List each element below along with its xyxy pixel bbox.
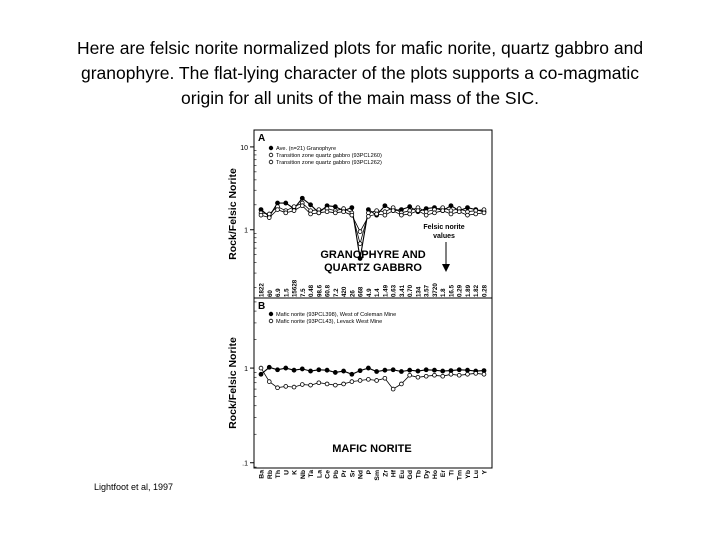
data-point (333, 370, 337, 374)
data-point (350, 380, 354, 384)
data-point (465, 206, 469, 210)
data-point (383, 376, 387, 380)
data-point (416, 375, 420, 379)
data-point (259, 213, 263, 217)
x-tick-label: Hf (390, 470, 398, 478)
data-point (276, 386, 280, 390)
data-point (325, 368, 329, 372)
data-point (424, 368, 428, 372)
panel-annotation-title: QUARTZ GABBRO (324, 262, 422, 274)
felsic-norite-value: 3.41 (398, 284, 406, 297)
data-point (342, 382, 346, 386)
data-point (474, 371, 478, 375)
felsic-norite-value: 98.6 (316, 284, 324, 297)
felsic-norite-value: 0.29 (456, 284, 464, 297)
data-point (416, 369, 420, 373)
arrow-head (442, 264, 450, 272)
felsic-norite-value: 6.9 (275, 288, 283, 297)
data-point (400, 213, 404, 217)
data-point (441, 374, 445, 378)
x-tick-label: Th (275, 470, 283, 479)
x-tick-label: Pb (332, 470, 340, 479)
legend-marker (269, 319, 273, 323)
x-tick-label: Sm (374, 470, 382, 481)
felsic-norite-value: 1.4 (374, 288, 382, 297)
data-point (350, 372, 354, 376)
felsic-norite-value: 1.89 (464, 284, 472, 297)
data-point (317, 381, 321, 385)
data-point (350, 206, 354, 210)
data-point (441, 369, 445, 373)
data-point (325, 210, 329, 214)
legend-entry: Mafic norite (93PCL398), West of Coleman Mine (276, 312, 397, 318)
data-point (433, 211, 437, 215)
data-point (292, 368, 296, 372)
x-tick-label: Y (481, 470, 489, 475)
x-tick-label: Tm (456, 470, 464, 481)
data-point (457, 210, 461, 214)
data-point (309, 203, 313, 207)
data-point (457, 368, 461, 372)
x-tick-label: Ba (258, 470, 266, 479)
felsic-norite-value: 26 (349, 290, 357, 297)
felsic-norite-value: 7.5 (299, 288, 307, 297)
felsic-norite-value: 15628 (291, 279, 299, 297)
data-point (300, 383, 304, 387)
panel-label: B (258, 301, 266, 312)
data-point (333, 211, 337, 215)
x-tick-label: La (316, 470, 324, 478)
data-point (433, 373, 437, 377)
panel-a (227, 130, 492, 298)
x-tick-label: Yb (464, 470, 472, 479)
data-point (259, 372, 263, 376)
data-point (317, 211, 321, 215)
caption-line-2: granophyre. The flat-lying character of the plots supports a co-magmatic (80, 63, 639, 83)
felsic-norite-value: 134 (415, 286, 423, 297)
felsic-norite-value: 7.2 (332, 288, 340, 297)
panel-annotation-title: MAFIC NORITE (332, 443, 412, 455)
felsic-norite-value: 0.63 (390, 284, 398, 297)
data-point (333, 205, 337, 209)
data-point (375, 379, 379, 383)
x-tick-label: Pr (341, 470, 349, 478)
data-point (284, 201, 288, 205)
data-point (300, 196, 304, 200)
felsic-norite-value: 4.9 (365, 288, 373, 297)
data-point (432, 368, 436, 372)
data-point (424, 374, 428, 378)
data-point (366, 366, 370, 370)
data-point (408, 373, 412, 377)
data-point (474, 212, 478, 216)
data-point (391, 387, 395, 391)
x-tick-label: Ho (431, 470, 439, 480)
data-point (399, 370, 403, 374)
data-point (267, 212, 271, 216)
panel-label: A (258, 133, 266, 144)
data-point (309, 383, 313, 387)
figure-credit: Lightfoot et al, 1997 (94, 482, 174, 492)
x-tick-label: Sr (349, 470, 357, 478)
data-point (482, 372, 486, 376)
data-point (366, 377, 370, 381)
data-point (358, 369, 362, 373)
legend-entry: Ave. (n=21) Granophyre (276, 146, 337, 152)
y-tick-label: 1 (244, 227, 248, 235)
data-point (300, 367, 304, 371)
data-point (358, 230, 362, 234)
y-tick-label: .1 (242, 460, 248, 468)
data-point (449, 204, 453, 208)
data-point (267, 380, 271, 384)
panel-b (227, 298, 492, 481)
x-tick-label: Rb (266, 470, 274, 480)
x-tick-label: Lu (473, 470, 481, 479)
data-point (284, 366, 288, 370)
felsic-norite-value: 420 (341, 286, 349, 297)
data-point (383, 204, 387, 208)
x-tick-label: Eu (398, 470, 406, 479)
felsic-norite-value: 60 (266, 290, 274, 297)
data-point (276, 208, 280, 212)
felsic-norite-note: values (433, 233, 455, 240)
data-point (482, 211, 486, 215)
data-point (416, 209, 420, 213)
felsic-norite-value: 1.49 (382, 284, 390, 297)
y-tick-label: 10 (240, 144, 248, 152)
felsic-norite-note: Felsic norite (423, 224, 465, 231)
x-tick-label: Zr (382, 470, 390, 477)
felsic-norite-value: 3.57 (423, 284, 431, 297)
felsic-norite-value: 0.48 (308, 284, 316, 297)
felsic-norite-value: 1822 (258, 283, 266, 297)
data-point (408, 205, 412, 209)
felsic-norite-value: 1.8 (440, 288, 448, 297)
caption-line-3: origin for all units of the main mass of the SIC. (181, 88, 539, 108)
data-point (300, 204, 304, 208)
data-point (358, 242, 362, 246)
data-point (342, 369, 346, 373)
data-point (259, 366, 263, 370)
data-point (333, 383, 337, 387)
data-point (375, 212, 379, 216)
x-tick-label: K (291, 470, 299, 475)
data-point (375, 370, 379, 374)
data-point (276, 368, 280, 372)
data-point (350, 213, 354, 217)
felsic-norite-value: 16.5 (448, 284, 456, 297)
x-tick-label: Nd (357, 470, 365, 480)
x-tick-label: P (365, 470, 373, 475)
data-point (391, 209, 395, 213)
data-point (391, 368, 395, 372)
y-axis-label: Rock/Felsic Norite (227, 168, 239, 260)
caption-line-1: Here are felsic norite normalized plots for mafic norite, quartz gabbro and (76, 38, 644, 58)
felsic-norite-value: 3720 (431, 283, 439, 297)
data-point (292, 205, 296, 209)
legend-entry: Mafic norite (93PCL43), Levack West Mine (276, 319, 383, 325)
data-point (383, 368, 387, 372)
data-point (466, 372, 470, 376)
data-point (465, 368, 469, 372)
legend-marker (269, 160, 273, 164)
data-point (292, 385, 296, 389)
x-tick-label: Ta (308, 470, 316, 478)
data-point (284, 211, 288, 215)
x-tick-label: Ce (324, 470, 332, 479)
data-point (449, 212, 453, 216)
felsic-norite-value: 0.28 (481, 284, 489, 297)
data-point (317, 368, 321, 372)
data-point (325, 382, 329, 386)
felsic-norite-value: 1.82 (473, 284, 481, 297)
data-point (408, 368, 412, 372)
legend-marker (269, 153, 273, 157)
data-point (342, 210, 346, 214)
legend-marker (269, 146, 273, 150)
x-tick-label: U (283, 470, 291, 475)
x-tick-label: Dy (423, 470, 431, 479)
data-point (441, 209, 445, 213)
data-point (449, 372, 453, 376)
x-tick-label: Er (440, 470, 448, 478)
data-point (267, 216, 271, 220)
y-tick-label: 1 (244, 366, 248, 374)
data-point (267, 365, 271, 369)
legend-entry: Transition zone quartz gabbro (93PCL260) (276, 153, 382, 159)
data-point (408, 212, 412, 216)
x-tick-label: Tb (415, 470, 423, 479)
x-tick-label: Nb (299, 470, 307, 480)
data-point (292, 209, 296, 213)
x-tick-label: Gd (407, 470, 415, 480)
data-point (466, 213, 470, 217)
data-point (284, 385, 288, 389)
felsic-norite-value: 60.8 (324, 284, 332, 297)
felsic-norite-value: 0.70 (407, 284, 415, 297)
legend-entry: Transition zone quartz gabbro (93PCL262) (276, 160, 382, 166)
data-point (358, 379, 362, 383)
y-axis-label: Rock/Felsic Norite (227, 337, 239, 429)
data-point (424, 213, 428, 217)
data-point (309, 212, 313, 216)
data-point (383, 213, 387, 217)
legend-marker (269, 312, 273, 316)
data-point (457, 373, 461, 377)
data-point (366, 214, 370, 218)
x-tick-label: Ti (448, 470, 456, 476)
felsic-norite-value: 668 (357, 286, 365, 297)
data-point (400, 382, 404, 386)
data-point (309, 369, 313, 373)
panel-annotation-title: GRANOPHYRE AND (320, 249, 426, 261)
felsic-norite-value: 1.5 (283, 288, 291, 297)
